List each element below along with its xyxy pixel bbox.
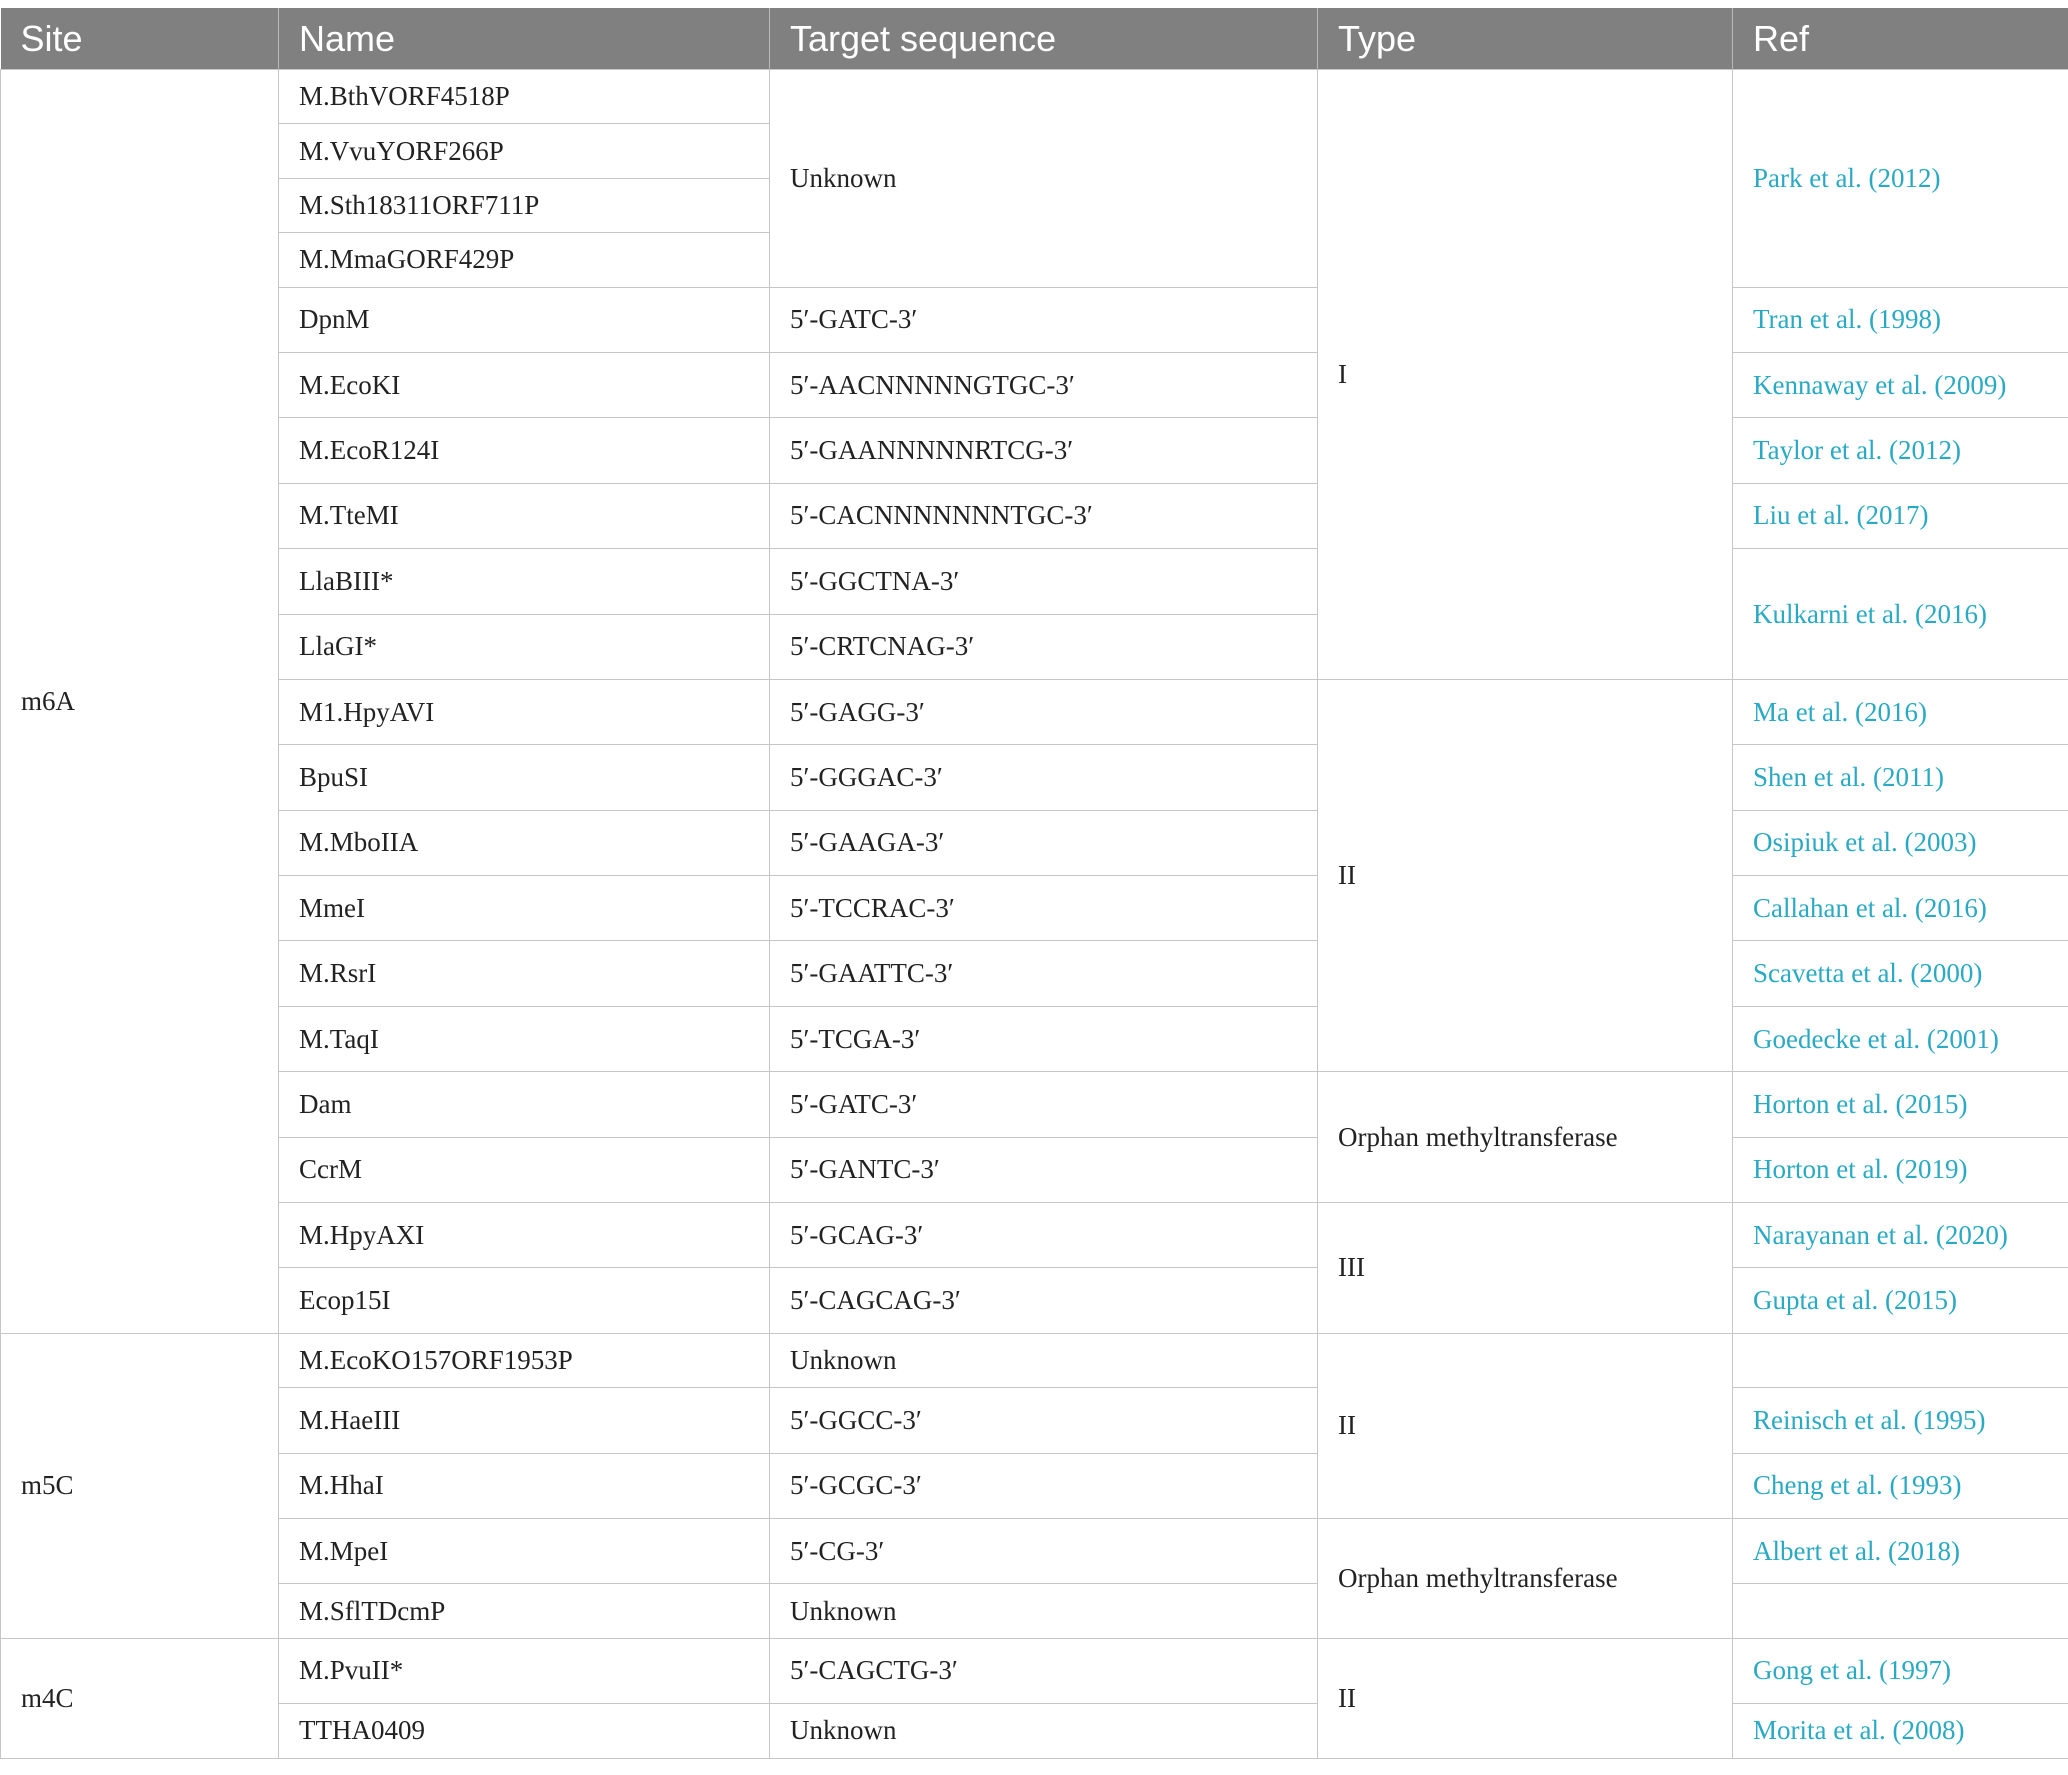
target-cell: 5′-GATC-3′ — [770, 287, 1318, 352]
name-cell: M.MpeI — [279, 1518, 770, 1583]
header-name: Name — [279, 8, 770, 70]
target-cell: 5′-TCGA-3′ — [770, 1006, 1318, 1071]
type-cell: II — [1318, 679, 1733, 1071]
ref-link[interactable]: Osipiuk et al. (2003) — [1733, 810, 2068, 875]
name-cell: TTHA0409 — [279, 1704, 770, 1758]
table-row — [1, 418, 2068, 483]
name-cell: LlaGI* — [279, 614, 770, 679]
name-cell: M.HaeIII — [279, 1388, 770, 1453]
type-cell: II — [1318, 1333, 1733, 1518]
name-cell: M1.HpyAVI — [279, 679, 770, 744]
table-row — [1, 1518, 2068, 1583]
target-cell: 5′-GCAG-3′ — [770, 1203, 1318, 1268]
name-cell: CcrM — [279, 1137, 770, 1202]
target-cell: 5′-TCCRAC-3′ — [770, 876, 1318, 941]
name-cell: M.EcoKI — [279, 352, 770, 417]
type-cell: II — [1318, 1638, 1733, 1758]
target-cell: Unknown — [770, 70, 1318, 288]
target-cell: 5′-CG-3′ — [770, 1518, 1318, 1583]
ref-link[interactable]: Horton et al. (2019) — [1733, 1137, 2068, 1202]
table-row — [1, 1333, 2068, 1387]
name-cell: LlaBIII* — [279, 549, 770, 614]
site-cell: m5C — [1, 1333, 279, 1638]
table-row — [1, 352, 2068, 417]
table-row — [1, 1453, 2068, 1518]
ref-link[interactable]: Morita et al. (2008) — [1733, 1704, 2068, 1758]
target-cell: 5′-CAGCTG-3′ — [770, 1638, 1318, 1703]
name-cell: Ecop15I — [279, 1268, 770, 1333]
target-cell: 5′-GAAGA-3′ — [770, 810, 1318, 875]
ref-link[interactable]: Albert et al. (2018) — [1733, 1518, 2068, 1583]
name-cell: Dam — [279, 1072, 770, 1137]
ref-link[interactable]: Liu et al. (2017) — [1733, 483, 2068, 548]
target-cell: 5′-CRTCNAG-3′ — [770, 614, 1318, 679]
table-row — [1, 679, 2068, 744]
ref-link[interactable]: Kulkarni et al. (2016) — [1733, 549, 2068, 680]
header-ref: Ref — [1733, 8, 2068, 70]
ref-link[interactable]: Reinisch et al. (1995) — [1733, 1388, 2068, 1453]
target-cell: 5′-GANTC-3′ — [770, 1137, 1318, 1202]
name-cell: M.RsrI — [279, 941, 770, 1006]
target-cell: 5′-GGCTNA-3′ — [770, 549, 1318, 614]
name-cell: M.HhaI — [279, 1453, 770, 1518]
table-row — [1, 1704, 2068, 1758]
ref-link[interactable]: Callahan et al. (2016) — [1733, 876, 2068, 941]
ref-link[interactable]: Narayanan et al. (2020) — [1733, 1203, 2068, 1268]
name-cell: M.HpyAXI — [279, 1203, 770, 1268]
ref-link[interactable]: Gong et al. (1997) — [1733, 1638, 2068, 1703]
ref-link[interactable]: Gupta et al. (2015) — [1733, 1268, 2068, 1333]
table-row — [1, 745, 2068, 810]
name-cell: M.BthVORF4518P — [279, 70, 770, 124]
name-cell: M.EcoKO157ORF1953P — [279, 1333, 770, 1387]
table-row — [1, 1072, 2068, 1137]
ref-link — [1733, 1584, 2068, 1638]
target-cell: Unknown — [770, 1333, 1318, 1387]
ref-link[interactable]: Shen et al. (2011) — [1733, 745, 2068, 810]
target-cell: 5′-CACNNNNNNNTGC-3′ — [770, 483, 1318, 548]
header-site: Site — [1, 8, 279, 70]
name-cell: DpnM — [279, 287, 770, 352]
table-row — [1, 876, 2068, 941]
table-row — [1, 483, 2068, 548]
type-cell: I — [1318, 70, 1733, 680]
table-row — [1, 941, 2068, 1006]
ref-link[interactable]: Taylor et al. (2012) — [1733, 418, 2068, 483]
ref-link[interactable]: Ma et al. (2016) — [1733, 679, 2068, 744]
target-cell: 5′-GCGC-3′ — [770, 1453, 1318, 1518]
ref-link[interactable]: Park et al. (2012) — [1733, 70, 2068, 288]
table-row — [1, 1584, 2068, 1638]
name-cell: M.Sth18311ORF711P — [279, 178, 770, 232]
name-cell: M.TteMI — [279, 483, 770, 548]
name-cell: M.VvuYORF266P — [279, 124, 770, 178]
table-row — [1, 1203, 2068, 1268]
target-cell: 5′-GGCC-3′ — [770, 1388, 1318, 1453]
ref-link[interactable]: Horton et al. (2015) — [1733, 1072, 2068, 1137]
ref-link — [1733, 1333, 2068, 1387]
table-row — [1, 70, 2068, 124]
target-cell: 5′-AACNNNNNGTGC-3′ — [770, 352, 1318, 417]
target-cell: 5′-CAGCAG-3′ — [770, 1268, 1318, 1333]
ref-link[interactable]: Scavetta et al. (2000) — [1733, 941, 2068, 1006]
type-cell: Orphan methyltransferase — [1318, 1072, 1733, 1203]
header-target-sequence: Target sequence — [770, 8, 1318, 70]
type-cell: Orphan methyltransferase — [1318, 1518, 1733, 1638]
site-cell: m4C — [1, 1638, 279, 1758]
site-cell: m6A — [1, 70, 279, 1334]
table-row — [1, 1638, 2068, 1703]
table-row — [1, 287, 2068, 352]
target-cell: 5′-GAATTC-3′ — [770, 941, 1318, 1006]
header-row — [1, 8, 2068, 70]
ref-link[interactable]: Goedecke et al. (2001) — [1733, 1006, 2068, 1071]
methyltransferase-table — [0, 8, 2068, 1759]
target-cell: 5′-GAGG-3′ — [770, 679, 1318, 744]
table-row — [1, 1006, 2068, 1071]
name-cell: M.TaqI — [279, 1006, 770, 1071]
name-cell: M.MboIIA — [279, 810, 770, 875]
table-row — [1, 549, 2068, 614]
table-row — [1, 810, 2068, 875]
table-row — [1, 1268, 2068, 1333]
name-cell: MmeI — [279, 876, 770, 941]
target-cell: 5′-GGGAC-3′ — [770, 745, 1318, 810]
target-cell: 5′-GATC-3′ — [770, 1072, 1318, 1137]
name-cell: M.PvuII* — [279, 1638, 770, 1703]
ref-link[interactable]: Cheng et al. (1993) — [1733, 1453, 2068, 1518]
ref-link[interactable]: Kennaway et al. (2009) — [1733, 352, 2068, 417]
target-cell: Unknown — [770, 1584, 1318, 1638]
target-cell: 5′-GAANNNNNRTCG-3′ — [770, 418, 1318, 483]
type-cell: III — [1318, 1203, 1733, 1334]
ref-link[interactable]: Tran et al. (1998) — [1733, 287, 2068, 352]
name-cell: M.EcoR124I — [279, 418, 770, 483]
target-cell: Unknown — [770, 1704, 1318, 1758]
header-type: Type — [1318, 8, 1733, 70]
name-cell: BpuSI — [279, 745, 770, 810]
name-cell: M.MmaGORF429P — [279, 233, 770, 287]
table-row — [1, 1137, 2068, 1202]
name-cell: M.SflTDcmP — [279, 1584, 770, 1638]
table-row — [1, 1388, 2068, 1453]
